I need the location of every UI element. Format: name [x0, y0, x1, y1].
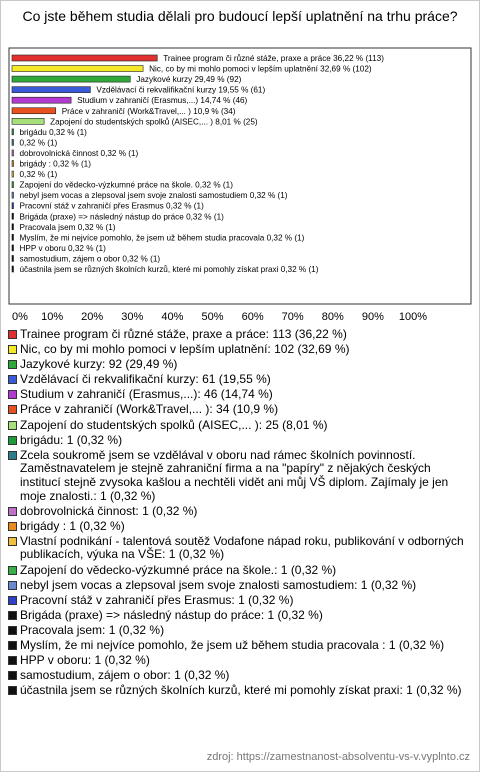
legend-item [6, 609, 472, 623]
bar-label: Zapojení do studentských spolků (AISEC,... ) 8,01 % (25) [50, 117, 258, 127]
legend-item [6, 579, 472, 593]
bar [12, 87, 90, 93]
bar [12, 203, 14, 209]
legend-label: Trainee program či různé stáže, praxe a práce: 113 (36,22 %) [20, 327, 347, 341]
legend-label: Zapojení do vědecko-výzkumné práce na škole.: 1 (0,32 %) [20, 562, 337, 577]
legend-swatch [8, 641, 17, 650]
legend-swatch [8, 537, 17, 546]
legend-item [6, 434, 472, 448]
bar [12, 139, 14, 145]
x-tick-label: 100% [398, 311, 428, 323]
legend-swatch [8, 611, 17, 620]
bar-label: 0,32 % (1) [19, 138, 58, 148]
legend-item [6, 358, 472, 372]
bar [12, 182, 14, 188]
legend-label: Zcela soukromě jsem se vzdělával v oboru nad rámec školních povinností. Zaměstnavatelem je stejně zahraniční firma a na "papíry" z nějakých českých institucí stejně zvysoka kašlou a nechtěli vidět ani můj VŠ diplom. Zajímaly je jen moje znalosti.: 1 (0,32 %) [20, 447, 449, 503]
x-tick-label: 80% [321, 311, 344, 323]
legend-swatch [8, 522, 17, 531]
legend-swatch [8, 566, 17, 575]
legend-label: nebyl jsem vocas a zlepsoval jsem svoje znalosti samostudiem: 1 (0,32 %) [20, 577, 417, 592]
bar [12, 266, 14, 272]
bar [12, 171, 14, 177]
x-tick-label: 0% [12, 311, 28, 323]
bar-label: Brigáda (praxe) => následný nástup do práce 0,32 % (1) [19, 212, 224, 222]
legend-label: Práce v zahraničí (Work&Travel,... ): 34 (10,9 %) [20, 402, 279, 417]
legend-item [6, 343, 472, 357]
bar-label: Vzdělávací či rekvalifikační kurzy 19,55 % (61) [96, 85, 266, 95]
legend-swatch [8, 330, 17, 339]
x-tick-label: 60% [241, 311, 264, 323]
bar-label: brigádu 0,32 % (1) [19, 127, 87, 137]
legend-label: Vzdělávací či rekvalifikační kurzy: 61 (19,55 %) [20, 372, 271, 387]
bar [12, 161, 14, 167]
x-tick-label: 30% [121, 311, 144, 323]
bar-label: Trainee program či různé stáže, praxe a práce 36,22 % (113) [163, 54, 384, 63]
legend-item [6, 639, 472, 653]
legend-item [6, 654, 472, 668]
legend-swatch [8, 375, 17, 384]
bar-label: brigády : 0,32 % (1) [19, 159, 91, 169]
legend-label: Zapojení do studentských spolků (AISEC,... ): 25 (8,01 %) [20, 417, 328, 432]
legend-label: účastnila jsem se různých školních kurzů, které mi pomohly získat praxi: 1 (0,32 %) [20, 683, 462, 698]
bar-label: Pracovní stáž v zahraničí přes Erasmus 0,32 % (1) [19, 201, 204, 211]
x-tick-label: 90% [361, 311, 384, 323]
legend-swatch [8, 686, 17, 695]
legend-label: Pracovní stáž v zahraničí přes Erasmus: 1 (0,32 %) [20, 592, 294, 607]
bar-label: samostudium, zájem o obor 0,32 % (1) [19, 254, 161, 264]
legend-item [6, 328, 472, 342]
legend-item [6, 419, 472, 433]
bar-label: Pracovala jsem 0,32 % (1) [19, 222, 116, 232]
x-tick-label: 20% [81, 311, 104, 323]
bar-label: HPP v oboru 0,32 % (1) [19, 243, 106, 253]
legend-label: Studium v zahraničí (Erasmus,...): 46 (14,74 %) [20, 387, 273, 402]
legend-swatch [8, 581, 17, 590]
x-tick-label: 50% [201, 311, 224, 323]
bar-label: účastnila jsem se různých školních kurzů, které mi pomohly získat praxi 0,32 % (1) [19, 265, 319, 274]
bar-label: Zapojení do vědecko-výzkumné práce na škole. 0,32 % (1) [19, 180, 233, 190]
bar [12, 66, 143, 72]
legend-swatch [8, 421, 17, 430]
legend-item [6, 669, 472, 683]
legend-swatch [8, 671, 17, 680]
legend-item [6, 388, 472, 402]
legend-item [6, 624, 472, 638]
legend-label: dobrovolnická činnost: 1 (0,32 %) [20, 503, 198, 518]
legend-swatch [8, 507, 17, 516]
bar [12, 76, 130, 82]
legend-label: brigády : 1 (0,32 %) [20, 518, 125, 533]
legend-label: Vlastní podnikání - talentová soutěž Vodafone nápad roku, publikování v odborných publikacích, výuka na VŠE: 1 (0,32 %) [20, 533, 464, 562]
legend-item [6, 594, 472, 608]
legend-label: samostudium, zájem o obor: 1 (0,32 %) [20, 668, 230, 683]
bar [12, 234, 14, 240]
legend-item [6, 449, 472, 503]
bar [12, 150, 14, 156]
legend-swatch [8, 626, 17, 635]
bar [12, 129, 14, 135]
bar-label: Myslím, že mi nejvíce pomohlo, že jsem už během studia pracovala 0,32 % (1) [19, 233, 305, 243]
legend-label: Pracovala jsem: 1 (0,32 %) [20, 622, 165, 637]
bar [12, 97, 71, 103]
legend-item [6, 535, 472, 562]
x-tick-label: 40% [161, 311, 184, 323]
legend-item [6, 564, 472, 578]
legend-label: Brigáda (praxe) => následný nástup do práce: 1 (0,32 %) [20, 607, 323, 622]
bar [12, 255, 14, 261]
bar-label: Práce v zahraničí (Work&Travel,... ) 10,9 % (34) [61, 106, 236, 116]
legend-item [6, 684, 472, 698]
legend-item [6, 403, 472, 417]
bar-label: Nic, co by mi mohlo pomoci v lepším uplatnění 32,69 % (102) [149, 64, 372, 74]
source-note: zdroj: https://zamestnanost-absolventu-vs-v.vyplnto.cz [206, 751, 470, 763]
bar-plot [0, 0, 480, 330]
bar [12, 192, 14, 198]
bar-label: dobrovolnická činnost 0,32 % (1) [19, 148, 139, 158]
bar-label: nebyl jsem vocas a zlepsoval jsem svoje znalosti samostudiem 0,32 % (1) [19, 191, 288, 201]
x-tick-label: 70% [281, 311, 304, 323]
bar [12, 245, 14, 251]
legend-swatch [8, 436, 17, 445]
legend-swatch [8, 405, 17, 414]
bar [12, 55, 157, 61]
legend-label: Jazykové kurzy: 92 (29,49 %) [20, 357, 178, 372]
legend-label: brigádu: 1 (0,32 %) [20, 432, 123, 447]
bar [12, 118, 44, 124]
legend-swatch [8, 451, 17, 460]
legend-swatch [8, 360, 17, 369]
legend-swatch [8, 345, 17, 354]
legend-item [6, 505, 472, 519]
bar-label: Studium v zahraničí (Erasmus,...) 14,74 % (46) [77, 96, 248, 106]
bar [12, 213, 14, 219]
legend-swatch [8, 390, 17, 399]
chart-title: Co jste během studia dělali pro budoucí lepší uplatnění na trhu práce? [22, 8, 458, 24]
bar-label: Jazykové kurzy 29,49 % (92) [136, 75, 242, 85]
x-tick-label: 10% [41, 311, 64, 323]
bar [12, 108, 56, 114]
legend-label: HPP v oboru: 1 (0,32 %) [20, 653, 150, 668]
legend-item [6, 520, 472, 534]
bar-label: 0,32 % (1) [19, 170, 58, 180]
bar [12, 224, 14, 230]
legend-swatch [8, 596, 17, 605]
legend-label: Myslím, že mi nejvíce pomohlo, že jsem už během studia pracovala : 1 (0,32 %) [20, 637, 445, 652]
legend [6, 328, 472, 699]
legend-label: Nic, co by mi mohlo pomoci v lepším uplatnění: 102 (32,69 %) [20, 342, 350, 357]
legend-item [6, 373, 472, 387]
legend-swatch [8, 656, 17, 665]
